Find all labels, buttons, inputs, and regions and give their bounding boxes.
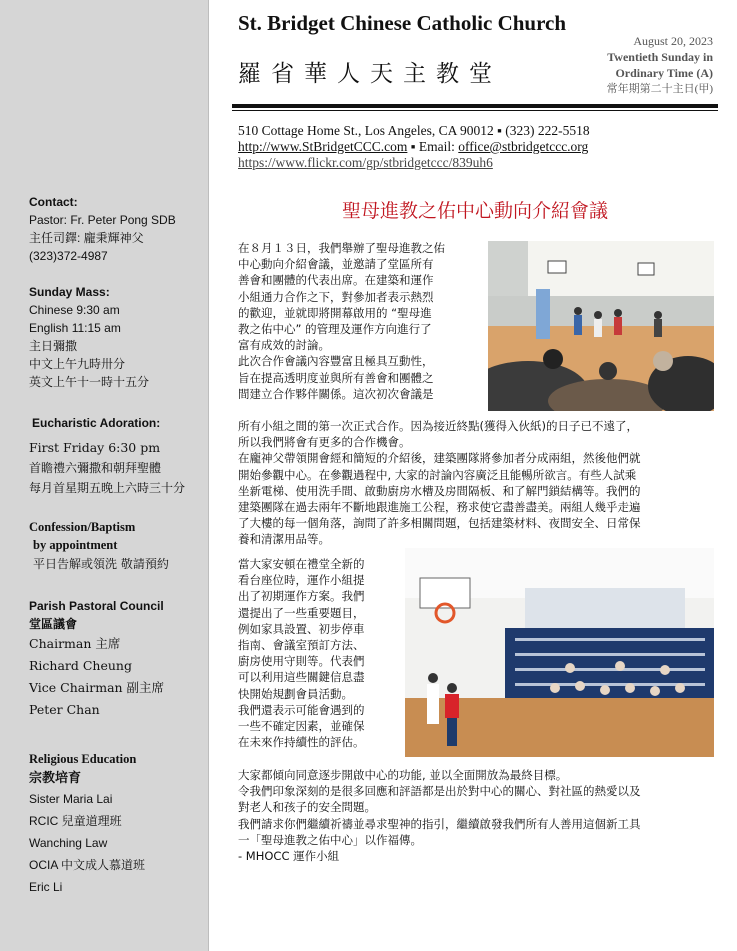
text-line: 在未來作持續性的評估。: [238, 735, 365, 750]
text-line: 所以我們將會有更多的合作機會。: [238, 435, 411, 450]
text-line: 中心動向介紹會議，並邀請了堂區所有: [238, 257, 434, 272]
mass-time: 中文上午九時卅分: [29, 357, 126, 371]
re-member: Sister Maria Lai: [29, 792, 113, 806]
text-line: 在８月１３日，我們舉辦了聖母進教之佑: [238, 241, 445, 255]
re-member: OCIA 中文成人慕道班: [29, 858, 146, 872]
text-line: 所有小組之間的第一次正式合作。因為接近終點(獲得入伙紙)的日子已不遠了，: [238, 419, 638, 433]
council-member: Richard Cheung: [29, 658, 132, 673]
council-member: Chairman 主席: [29, 636, 121, 651]
council-heading-zh: 堂區議會: [29, 617, 78, 631]
sidebar-confession: [29, 518, 207, 574]
text-line: 旨在提高透明度並與所有善會和團體之: [238, 370, 434, 385]
sidebar-contact: [29, 193, 207, 265]
text-line: 一些不確定因素，並確保: [238, 719, 365, 734]
meeting-photo: [488, 241, 714, 411]
church-name: St. Bridget Chinese Catholic Church: [238, 11, 567, 35]
church-name-zh: 羅省華人天主教堂: [238, 61, 502, 87]
sidebar-adoration-times: [29, 438, 207, 498]
council-member: Peter Chan: [29, 702, 100, 717]
mass-time: 主日彌撒: [29, 339, 78, 353]
adoration-time: 首瞻禮六彌撒和朝拜聖體: [29, 461, 162, 475]
liturgical-day: Twentieth Sunday in: [607, 50, 713, 64]
text-line: 間建立合作夥伴關係。這次初次會議是: [238, 386, 434, 401]
text-line: 坐新電梯、使用洗手間、啟動廚房水槽及房間隔板、和了解門鎖結構等。我們的: [238, 483, 641, 498]
adoration-time: First Friday 6:30 pm: [29, 440, 161, 455]
article-paragraph: [238, 418, 712, 548]
text-line: 廚房使用守則等。代表們: [238, 654, 365, 669]
sidebar-council: [29, 597, 207, 721]
article-paragraph: [238, 240, 483, 402]
bulletin-date: [573, 33, 713, 97]
council-heading: Parish Pastoral Council: [29, 599, 164, 613]
email-link[interactable]: office@stbridgetccc.org: [458, 139, 589, 154]
sidebar: [0, 0, 209, 951]
mass-time: 英文上午十一時十五分: [29, 375, 150, 389]
website-link[interactable]: http://www.StBridgetCCC.com: [238, 139, 408, 154]
auditorium-photo-image: [405, 548, 714, 757]
text-line: 開始參觀中心。在參觀過程中, 大家的討論內容廣泛且能暢所欲言。有些人試乘: [238, 467, 637, 482]
text-line: 教之佑中心” 的管理及運作方向進行了: [238, 322, 432, 337]
text-line: 我們還表示可能會遇到的: [238, 702, 365, 717]
contact-block: [238, 123, 590, 171]
article-paragraph: [238, 767, 712, 864]
text-line: 小組通力合作之下，對參加者表示熱烈: [238, 289, 434, 304]
sidebar-mass: [29, 283, 207, 391]
sidebar-adoration: [32, 414, 210, 432]
text-line: 看台座位時，運作小組提: [238, 573, 365, 588]
meeting-photo-image: [488, 241, 714, 411]
text-line: 快開始規劃會員活動。: [238, 686, 353, 701]
re-heading: Religious Education: [29, 752, 137, 766]
mass-time: English 11:15 am: [29, 321, 121, 335]
re-member: Wanching Law: [29, 836, 108, 850]
header-divider-thin: [232, 110, 718, 111]
re-member: RCIC 兒童道理班: [29, 814, 122, 828]
text-line: 一「聖母進教之佑中心」以作福傳。: [238, 832, 422, 847]
text-line: 的歡迎，並就即將開幕啟用的 “聖母進: [238, 305, 432, 320]
re-heading-zh: 宗教培育: [29, 770, 82, 785]
text-line: 建築團隊在過去兩年不斷地跟進施工公程，務求使它盡善盡美。兩組人幾乎走遍: [238, 500, 641, 515]
mass-heading: Sunday Mass:: [29, 285, 110, 299]
address-line: 510 Cottage Home St., Los Angeles, CA 90012 ▪ (323) 222-5518: [238, 123, 590, 138]
date-text: August 20, 2023: [633, 34, 713, 48]
text-line: 對老人和孩子的安全問題。: [238, 800, 376, 815]
phone-number: (323)372-4987: [29, 249, 108, 263]
auditorium-photo: [405, 548, 714, 757]
pastor-name: Pastor: Fr. Peter Pong SDB: [29, 213, 176, 227]
contact-heading: Contact:: [29, 195, 78, 209]
adoration-time: 每月首星期五晚上六時三十分: [29, 481, 186, 495]
article-title: 聖母進教之佑中心動向介紹會議: [341, 200, 608, 222]
sidebar-religious-education: [29, 750, 207, 898]
text-line: 我們請求你們繼續祈禱並尋求聖神的指引，繼續啟發我們所有人善用這個新工具: [238, 816, 641, 831]
header-divider: [232, 104, 718, 108]
article-signature: - MHOCC 運作小組: [238, 849, 340, 864]
article-paragraph: [238, 556, 398, 750]
council-member: Vice Chairman 副主席: [29, 680, 165, 695]
text-line: 養和清潔用品等。: [238, 532, 330, 547]
mass-time: Chinese 9:30 am: [29, 303, 120, 317]
email-label: ▪ Email:: [407, 139, 459, 154]
text-line: 大家都傾向同意逐步開啟中心的功能, 並以全面開放為最終目標。: [238, 768, 568, 782]
adoration-heading: Eucharistic Adoration:: [32, 416, 161, 430]
liturgical-day: Ordinary Time (A): [615, 66, 713, 80]
text-line: 善會和團體的代表出席。在建築和運作: [238, 273, 434, 288]
text-line: 還提出了一些重要題目，: [238, 605, 365, 620]
liturgical-day-zh: 常年期第二十主日(甲): [606, 83, 713, 95]
text-line: 此次合作會議內容豐富且極具互動性，: [238, 354, 434, 369]
text-line: 富有成效的討論。: [238, 338, 330, 353]
confession-note: 平日告解或領洗 敬請預約: [33, 557, 169, 571]
text-line: 例如家具設置、初步停車: [238, 621, 365, 636]
text-line: 出了初期運作方案。我們: [238, 589, 365, 604]
text-line: 令我們印象深刻的是很多回應和評語都是出於對中心的關心、對社區的熱愛以及: [238, 784, 641, 799]
text-line: 可以利用這些關鍵信息盡: [238, 670, 365, 685]
flickr-link[interactable]: https://www.flickr.com/gp/stbridgetccc/839uh6: [238, 155, 493, 170]
confession-heading: Confession/Baptism: [29, 520, 136, 534]
pastor-name-zh: 主任司鐸: 龐秉輝神父: [29, 231, 144, 245]
text-line: 在龐神父帶領開會經和簡短的介紹後，建築團隊將參加者分成兩組，然後他們就: [238, 451, 641, 466]
text-line: 當大家安頓在禮堂全新的: [238, 557, 365, 571]
text-line: 指南、會議室預訂方法、: [238, 638, 365, 653]
confession-heading: by appointment: [33, 538, 118, 552]
re-member: Eric Li: [29, 880, 63, 894]
text-line: 了大樓的每一個角落，詢問了許多相關問題，包括建築材料、夜間安全、日常保: [238, 516, 641, 531]
